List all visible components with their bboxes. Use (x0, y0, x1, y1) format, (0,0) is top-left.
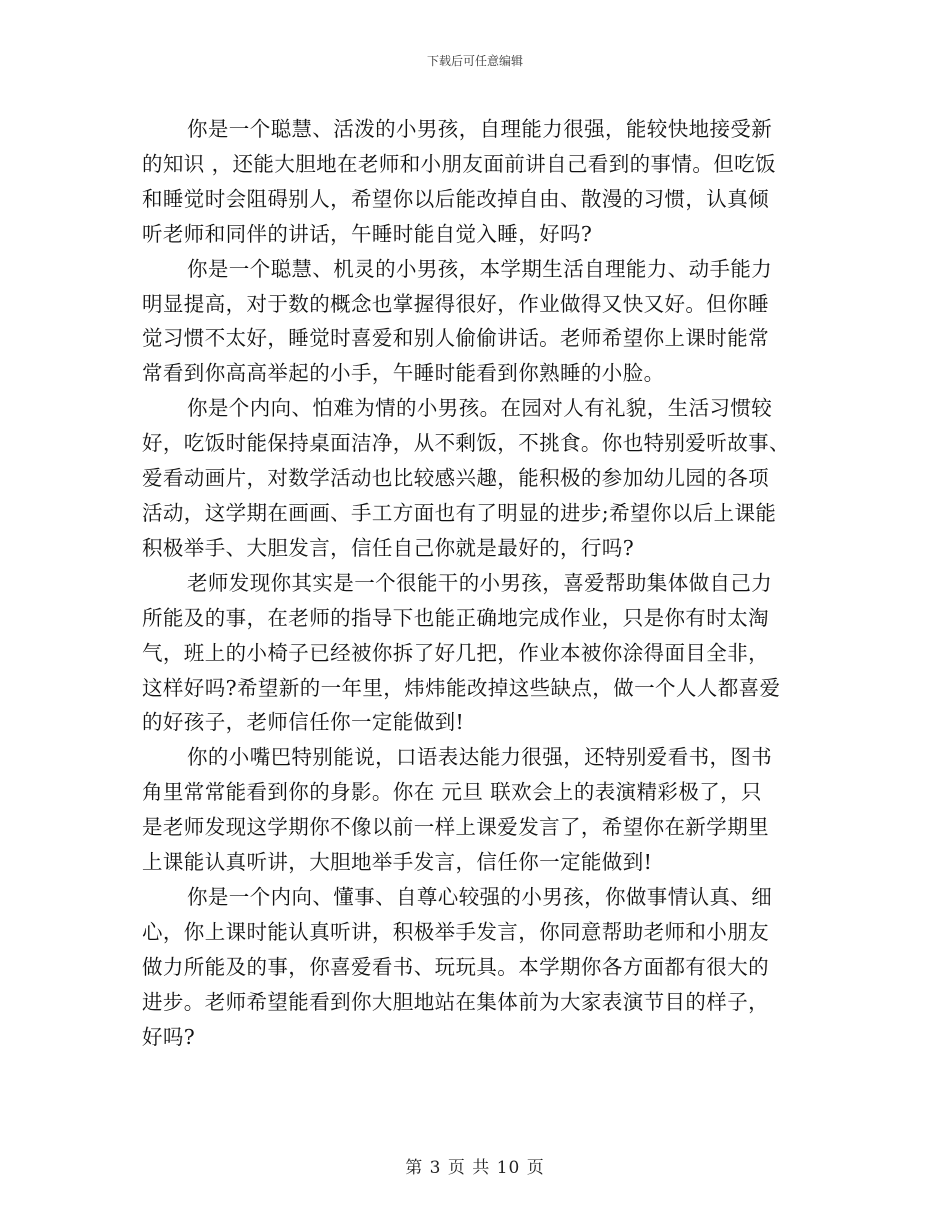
paragraph-line: 的知识 ，还能大胆地在老师和小朋友面前讲自己看到的事情。但吃饭 (142, 151, 776, 176)
page-footer: 第 3 页 共 10 页 (405, 1158, 545, 1178)
paragraph-line: 你是一个聪慧、活泼的小男孩，自理能力很强，能较快地接受新 (187, 117, 773, 141)
paragraph-line: 积极举手、大胆发言，信任自己你就是最好的，行吗? (142, 535, 635, 560)
paragraph-line: 心，你上课时能认真听讲，积极举手发言，你同意帮助老师和小朋友 (142, 919, 769, 944)
paragraph-line: 做力所能及的事，你喜爱看书、玩玩具。本学期你各方面都有很大的 (142, 954, 769, 979)
paragraph-line: 你的小嘴巴特别能说，口语表达能力很强，还特别爱看书，图书 (187, 745, 773, 770)
paragraph-line: 你是个内向、怕难为情的小男孩。在园对人有礼貌，生活习惯较 (187, 396, 773, 421)
paragraph-line: 觉习惯不太好，睡觉时喜爱和别人偷偷讲话。老师希望你上课时能常 (142, 326, 769, 351)
paragraph-line: 这样好吗?希望新的一年里，炜炜能改掉这些缺点，做一个人人都喜爱 (142, 675, 781, 700)
paragraph-line: 的好孩子，老师信任你一定能做到! (142, 710, 465, 735)
document-body (142, 112, 812, 1054)
paragraph-line: 常看到你高高举起的小手，午睡时能看到你熟睡的小脸。 (142, 361, 665, 386)
paragraph-3 (142, 391, 812, 566)
paragraph-line: 气，班上的小椅子已经被你拆了好几把，作业本被你涂得面目全非， (142, 640, 769, 665)
paragraph-line: 听老师和同伴的讲话，午睡时能自觉入睡，好吗? (142, 221, 593, 246)
paragraph-2 (142, 252, 812, 392)
paragraph-line: 活动，这学期在画画、手工方面也有了明显的进步;希望你以后上课能 (142, 500, 777, 525)
paragraph-5 (142, 740, 812, 880)
paragraph-line: 进步。老师希望能看到你大胆地站在集体前为大家表演节目的样子， (142, 989, 769, 1014)
paragraph-line: 你是一个聪慧、机灵的小男孩，本学期生活自理能力、动手能力 (187, 256, 773, 281)
paragraph-4 (142, 566, 812, 741)
paragraph-1 (142, 112, 812, 252)
paragraph-line: 和睡觉时会阻碍别人，希望你以后能改掉自由、散漫的习惯，认真倾 (142, 186, 769, 211)
paragraph-line: 爱看动画片，对数学活动也比较感兴趣，能积极的参加幼儿园的各项 (142, 466, 769, 491)
paragraph-line: 好，吃饭时能保持桌面洁净，从不剩饭，不挑食。你也特别爱听故事、 (142, 431, 790, 456)
paragraph-line: 你是一个内向、懂事、自尊心较强的小男孩，你做事情认真、细 (187, 884, 773, 909)
paragraph-line: 明显提高，对于数的概念也掌握得很好，作业做得又快又好。但你睡 (142, 291, 769, 316)
paragraph-line: 角里常常能看到你的身影。你在 元旦 联欢会上的表演精彩极了，只 (142, 780, 762, 805)
paragraph-line: 上课能认真听讲，大胆地举手发言，信任你一定能做到! (142, 850, 653, 875)
paragraph-line: 是老师发现这学期你不像以前一样上课爱发言了，希望你在新学期里 (142, 815, 769, 840)
paragraph-line: 老师发现你其实是一个很能干的小男孩，喜爱帮助集体做自己力 (187, 570, 773, 595)
paragraph-6 (142, 880, 812, 1055)
paragraph-line: 好吗? (142, 1024, 196, 1049)
paragraph-line: 所能及的事，在老师的指导下也能正确地完成作业，只是你有时太淘 (142, 605, 769, 630)
page-header: 下载后可任意编辑 (426, 54, 523, 68)
